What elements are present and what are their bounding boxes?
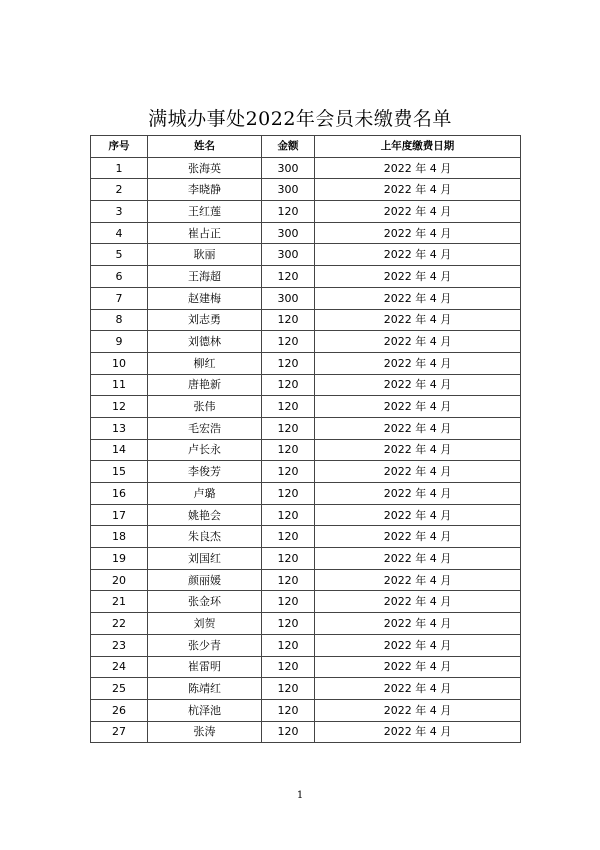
table-row [91, 266, 521, 288]
cell-date: 2022 年 4 月 [315, 699, 521, 721]
cell-amount: 300 [262, 157, 315, 179]
table-row [91, 613, 521, 635]
cell-name: 唐艳新 [148, 374, 262, 396]
cell-date: 2022 年 4 月 [315, 417, 521, 439]
table-row [91, 244, 521, 266]
member-table [90, 135, 521, 743]
cell-name: 耿丽 [148, 244, 262, 266]
cell-date: 2022 年 4 月 [315, 526, 521, 548]
cell-name: 杭泽池 [148, 699, 262, 721]
cell-name: 赵建梅 [148, 287, 262, 309]
table-row [91, 634, 521, 656]
cell-index: 10 [91, 352, 148, 374]
cell-index: 3 [91, 201, 148, 223]
cell-index: 15 [91, 461, 148, 483]
cell-date: 2022 年 4 月 [315, 396, 521, 418]
cell-amount: 120 [262, 417, 315, 439]
cell-date: 2022 年 4 月 [315, 179, 521, 201]
cell-index: 4 [91, 222, 148, 244]
cell-index: 9 [91, 331, 148, 353]
table-row [91, 678, 521, 700]
cell-name: 崔占正 [148, 222, 262, 244]
cell-date: 2022 年 4 月 [315, 569, 521, 591]
cell-date: 2022 年 4 月 [315, 157, 521, 179]
cell-name: 张海英 [148, 157, 262, 179]
cell-index: 11 [91, 374, 148, 396]
cell-name: 刘志勇 [148, 309, 262, 331]
cell-name: 张金环 [148, 591, 262, 613]
cell-name: 李俊芳 [148, 461, 262, 483]
cell-index: 25 [91, 678, 148, 700]
cell-amount: 120 [262, 352, 315, 374]
cell-amount: 120 [262, 548, 315, 570]
cell-name: 陈靖红 [148, 678, 262, 700]
cell-index: 5 [91, 244, 148, 266]
table-row [91, 287, 521, 309]
table-row [91, 699, 521, 721]
cell-amount: 300 [262, 287, 315, 309]
cell-index: 23 [91, 634, 148, 656]
cell-amount: 120 [262, 634, 315, 656]
cell-name: 柳红 [148, 352, 262, 374]
cell-amount: 120 [262, 374, 315, 396]
cell-date: 2022 年 4 月 [315, 721, 521, 743]
table-row [91, 179, 521, 201]
cell-name: 刘国红 [148, 548, 262, 570]
cell-date: 2022 年 4 月 [315, 439, 521, 461]
cell-amount: 120 [262, 266, 315, 288]
cell-amount: 120 [262, 678, 315, 700]
cell-date: 2022 年 4 月 [315, 331, 521, 353]
header-last-payment-date: 上年度缴费日期 [315, 136, 521, 158]
cell-name: 张少青 [148, 634, 262, 656]
cell-index: 6 [91, 266, 148, 288]
table-row [91, 656, 521, 678]
cell-index: 1 [91, 157, 148, 179]
page-number: 1 [296, 790, 304, 801]
cell-index: 22 [91, 613, 148, 635]
table-row [91, 548, 521, 570]
cell-name: 卢璐 [148, 483, 262, 505]
table-row [91, 417, 521, 439]
cell-amount: 120 [262, 526, 315, 548]
table-row [91, 374, 521, 396]
table-row [91, 439, 521, 461]
table-row [91, 309, 521, 331]
cell-index: 21 [91, 591, 148, 613]
cell-date: 2022 年 4 月 [315, 591, 521, 613]
table-row [91, 591, 521, 613]
cell-name: 刘德林 [148, 331, 262, 353]
cell-index: 13 [91, 417, 148, 439]
cell-name: 张涛 [148, 721, 262, 743]
cell-date: 2022 年 4 月 [315, 244, 521, 266]
table-row [91, 504, 521, 526]
table-row [91, 201, 521, 223]
cell-name: 张伟 [148, 396, 262, 418]
table-row [91, 569, 521, 591]
cell-amount: 300 [262, 244, 315, 266]
cell-name: 王红莲 [148, 201, 262, 223]
cell-name: 崔雷明 [148, 656, 262, 678]
cell-index: 2 [91, 179, 148, 201]
cell-date: 2022 年 4 月 [315, 613, 521, 635]
cell-index: 27 [91, 721, 148, 743]
cell-index: 14 [91, 439, 148, 461]
cell-amount: 120 [262, 483, 315, 505]
cell-index: 18 [91, 526, 148, 548]
table-row [91, 331, 521, 353]
cell-amount: 120 [262, 309, 315, 331]
cell-index: 12 [91, 396, 148, 418]
cell-index: 26 [91, 699, 148, 721]
cell-date: 2022 年 4 月 [315, 222, 521, 244]
table-row [91, 396, 521, 418]
cell-date: 2022 年 4 月 [315, 504, 521, 526]
cell-amount: 300 [262, 179, 315, 201]
cell-name: 王海超 [148, 266, 262, 288]
cell-name: 卢长永 [148, 439, 262, 461]
cell-name: 刘贺 [148, 613, 262, 635]
cell-index: 24 [91, 656, 148, 678]
cell-date: 2022 年 4 月 [315, 656, 521, 678]
cell-amount: 120 [262, 201, 315, 223]
cell-amount: 120 [262, 569, 315, 591]
table-row [91, 352, 521, 374]
table-row [91, 157, 521, 179]
cell-amount: 120 [262, 461, 315, 483]
cell-name: 毛宏浩 [148, 417, 262, 439]
cell-name: 李晓静 [148, 179, 262, 201]
cell-amount: 120 [262, 331, 315, 353]
cell-index: 16 [91, 483, 148, 505]
cell-amount: 120 [262, 396, 315, 418]
cell-amount: 300 [262, 222, 315, 244]
document-title: 满城办事处2022年会员未缴费名单 [148, 108, 452, 130]
table-header-row [91, 136, 521, 158]
cell-index: 7 [91, 287, 148, 309]
cell-name: 颜丽媛 [148, 569, 262, 591]
table-row [91, 721, 521, 743]
table-body [91, 157, 521, 743]
cell-date: 2022 年 4 月 [315, 374, 521, 396]
cell-date: 2022 年 4 月 [315, 201, 521, 223]
cell-amount: 120 [262, 613, 315, 635]
cell-name: 姚艳会 [148, 504, 262, 526]
cell-date: 2022 年 4 月 [315, 678, 521, 700]
cell-date: 2022 年 4 月 [315, 548, 521, 570]
header-amount: 金额 [262, 136, 315, 158]
cell-date: 2022 年 4 月 [315, 266, 521, 288]
cell-amount: 120 [262, 439, 315, 461]
cell-date: 2022 年 4 月 [315, 483, 521, 505]
cell-date: 2022 年 4 月 [315, 461, 521, 483]
cell-index: 19 [91, 548, 148, 570]
cell-date: 2022 年 4 月 [315, 287, 521, 309]
table-row [91, 526, 521, 548]
cell-amount: 120 [262, 656, 315, 678]
cell-amount: 120 [262, 504, 315, 526]
cell-amount: 120 [262, 721, 315, 743]
cell-amount: 120 [262, 591, 315, 613]
cell-date: 2022 年 4 月 [315, 352, 521, 374]
table-row [91, 461, 521, 483]
cell-amount: 120 [262, 699, 315, 721]
cell-date: 2022 年 4 月 [315, 309, 521, 331]
cell-name: 朱良杰 [148, 526, 262, 548]
header-name: 姓名 [148, 136, 262, 158]
table-row [91, 483, 521, 505]
cell-index: 17 [91, 504, 148, 526]
cell-date: 2022 年 4 月 [315, 634, 521, 656]
cell-index: 8 [91, 309, 148, 331]
table-row [91, 222, 521, 244]
header-index: 序号 [91, 136, 148, 158]
cell-index: 20 [91, 569, 148, 591]
